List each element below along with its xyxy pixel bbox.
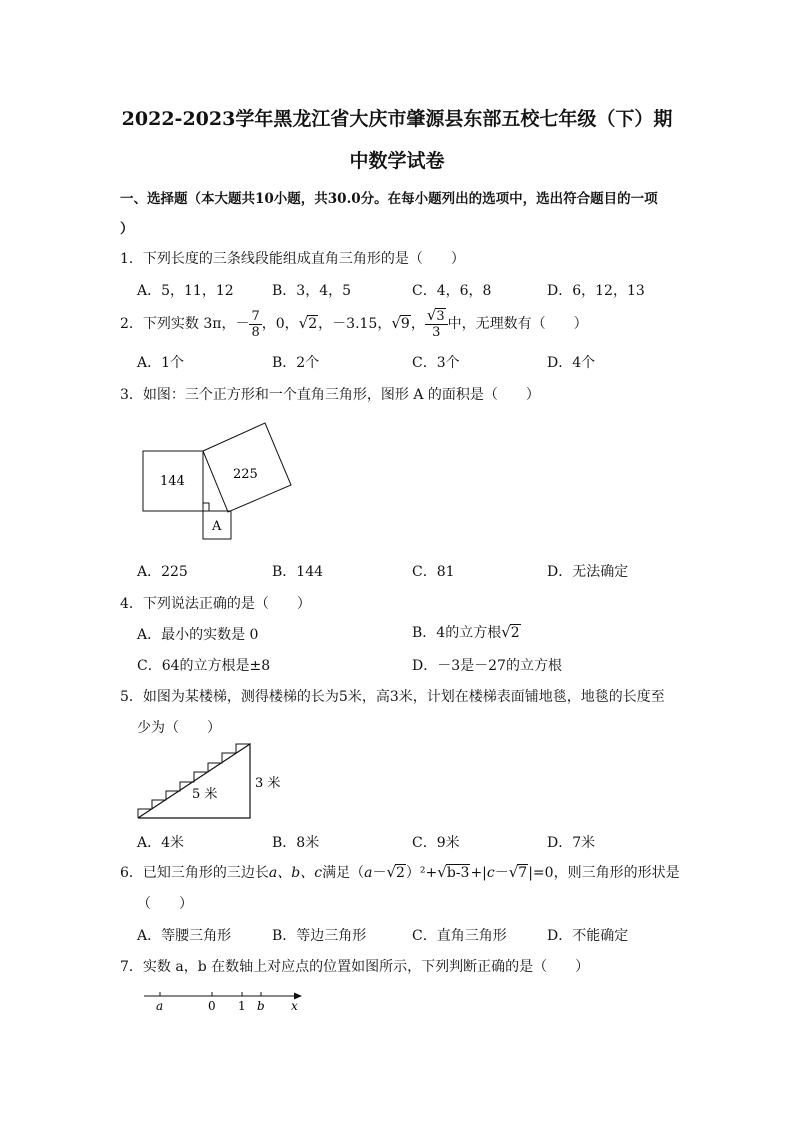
label-a: a [156, 999, 164, 1013]
label-a: A [212, 519, 222, 534]
q3-option-b[interactable]: B．144 [272, 564, 324, 580]
page-title-line2: 中数学试卷 [349, 150, 445, 172]
q6-text: － [372, 865, 387, 881]
q4-option-a[interactable]: A．最小的实数是 0 [137, 627, 259, 643]
sqrt-icon: √ [501, 623, 511, 641]
question-4-stem: 4．下列说法正确的是（ ） [120, 596, 311, 612]
q1-option-a[interactable]: A．5，11，12 [137, 283, 234, 299]
label-0: 0 [208, 999, 216, 1013]
radicand: 2 [308, 316, 318, 332]
staircase-figure [138, 742, 298, 822]
question-5-stem: 5．如图为某楼梯，测得楼梯的长为5米，高3米，计划在楼梯表面铺地毯，地毯的长度至 [120, 689, 665, 705]
label-225: 225 [233, 467, 258, 482]
var-c: c [486, 865, 495, 881]
q6-text: 6．已知三角形的三边长 [120, 865, 269, 881]
radicand: 9 [400, 316, 410, 332]
pythagoras-squares-figure [140, 418, 300, 543]
q6-option-d[interactable]: D．不能确定 [547, 928, 629, 944]
label-144: 144 [160, 474, 185, 489]
q5-option-d[interactable]: D．7米 [547, 835, 596, 851]
frac-num: 7 [251, 308, 260, 324]
label-b: b [257, 999, 265, 1013]
q4-option-b[interactable] [412, 622, 521, 642]
right-angle-mark [203, 503, 209, 511]
number-line-figure [140, 988, 315, 1018]
q2-suffix: 中，无理数有（ ） [447, 316, 588, 332]
q6-text: － [494, 865, 509, 881]
q6-option-c[interactable]: C．直角三角形 [412, 928, 507, 944]
frac-den: 8 [251, 324, 260, 340]
sqrt-icon: √ [437, 863, 447, 881]
radicand: 3 [436, 309, 445, 324]
q1-option-c[interactable]: C．4，6，8 [412, 283, 492, 299]
label-x: x [291, 999, 298, 1013]
q3-option-d[interactable]: D．无法确定 [547, 564, 629, 580]
q2-option-b[interactable]: B．2个 [272, 355, 320, 371]
sqrt-icon: √ [426, 306, 437, 324]
q5-option-c[interactable]: C．9米 [412, 835, 460, 851]
radicand: 2 [396, 865, 405, 881]
fraction-sqrt3-3 [425, 308, 448, 340]
question-1-stem: 1．下列长度的三条线段能组成直角三角形的是（ ） [120, 251, 465, 267]
sqrt-icon: √ [298, 314, 309, 332]
question-7-stem: 7．实数 a，b 在数轴上对应点的位置如图所示，下列判断正确的是（ ） [120, 959, 590, 975]
var-a: a [364, 865, 373, 881]
sqrt-icon: √ [386, 863, 396, 881]
q2-sep: ，0， [261, 316, 299, 332]
label-1: 1 [238, 999, 246, 1013]
radicand: 7 [518, 865, 528, 881]
q5-option-b[interactable]: B．8米 [272, 835, 320, 851]
fraction-7-8 [249, 309, 261, 340]
sqrt-icon: √ [391, 314, 401, 332]
section-heading: 一、选择题（本大题共10小题，共30.0分。在每小题列出的选项中，选出符合题目的一项 [120, 191, 658, 207]
q2-sep: ， [410, 316, 425, 332]
q2-prefix: 2．下列实数 3π，－ [120, 316, 250, 332]
q4-option-b-text: B．4的立方根 [412, 625, 502, 641]
q5-option-a[interactable]: A．4米 [137, 835, 185, 851]
question-2-stem [120, 308, 588, 340]
q6-text: |=0，则三角形的形状是 [528, 865, 680, 881]
q2-option-d[interactable]: D．4个 [547, 355, 596, 371]
q6-text: ）²+ [405, 865, 438, 881]
q4-option-d[interactable]: D．－3是－27的立方根 [412, 658, 562, 674]
radicand: 2 [510, 625, 520, 641]
radicand: b-3 [446, 865, 470, 881]
question-6-stem-line2: （ ） [137, 896, 193, 912]
q6-text: +| [470, 865, 487, 881]
q6-option-a[interactable]: A．等腰三角形 [137, 928, 232, 944]
section-heading-tail: ） [120, 221, 134, 237]
question-3-stem: 3．如图：三个正方形和一个直角三角形，图形 A 的面积是（ ） [120, 387, 540, 403]
q6-vars: a、b、c [268, 865, 323, 881]
q1-option-d[interactable]: D．6，12，13 [547, 283, 645, 299]
height-label: 3 米 [255, 776, 281, 791]
q2-option-c[interactable]: C．3个 [412, 355, 460, 371]
page-title-line1: 2022-2023学年黑龙江省大庆市肇源县东部五校七年级（下）期 [121, 108, 673, 130]
question-5-stem-line2: 少为（ ） [137, 720, 221, 736]
q4-option-c[interactable]: C．64的立方根是±8 [137, 658, 271, 674]
q6-option-b[interactable]: B．等边三角形 [272, 928, 367, 944]
q1-option-b[interactable]: B．3，4，5 [272, 283, 352, 299]
q2-sep: ，－3.15， [318, 316, 392, 332]
frac-den: 3 [432, 325, 441, 340]
sqrt-icon: √ [508, 863, 519, 881]
frac-num [425, 308, 448, 325]
q3-option-c[interactable]: C．81 [412, 564, 455, 580]
q6-text: 满足（ [322, 865, 365, 881]
q2-option-a[interactable]: A．1个 [137, 355, 185, 371]
q3-option-a[interactable]: A．225 [137, 564, 188, 580]
question-6-stem [120, 862, 680, 882]
hyp-label: 5 米 [192, 787, 218, 802]
